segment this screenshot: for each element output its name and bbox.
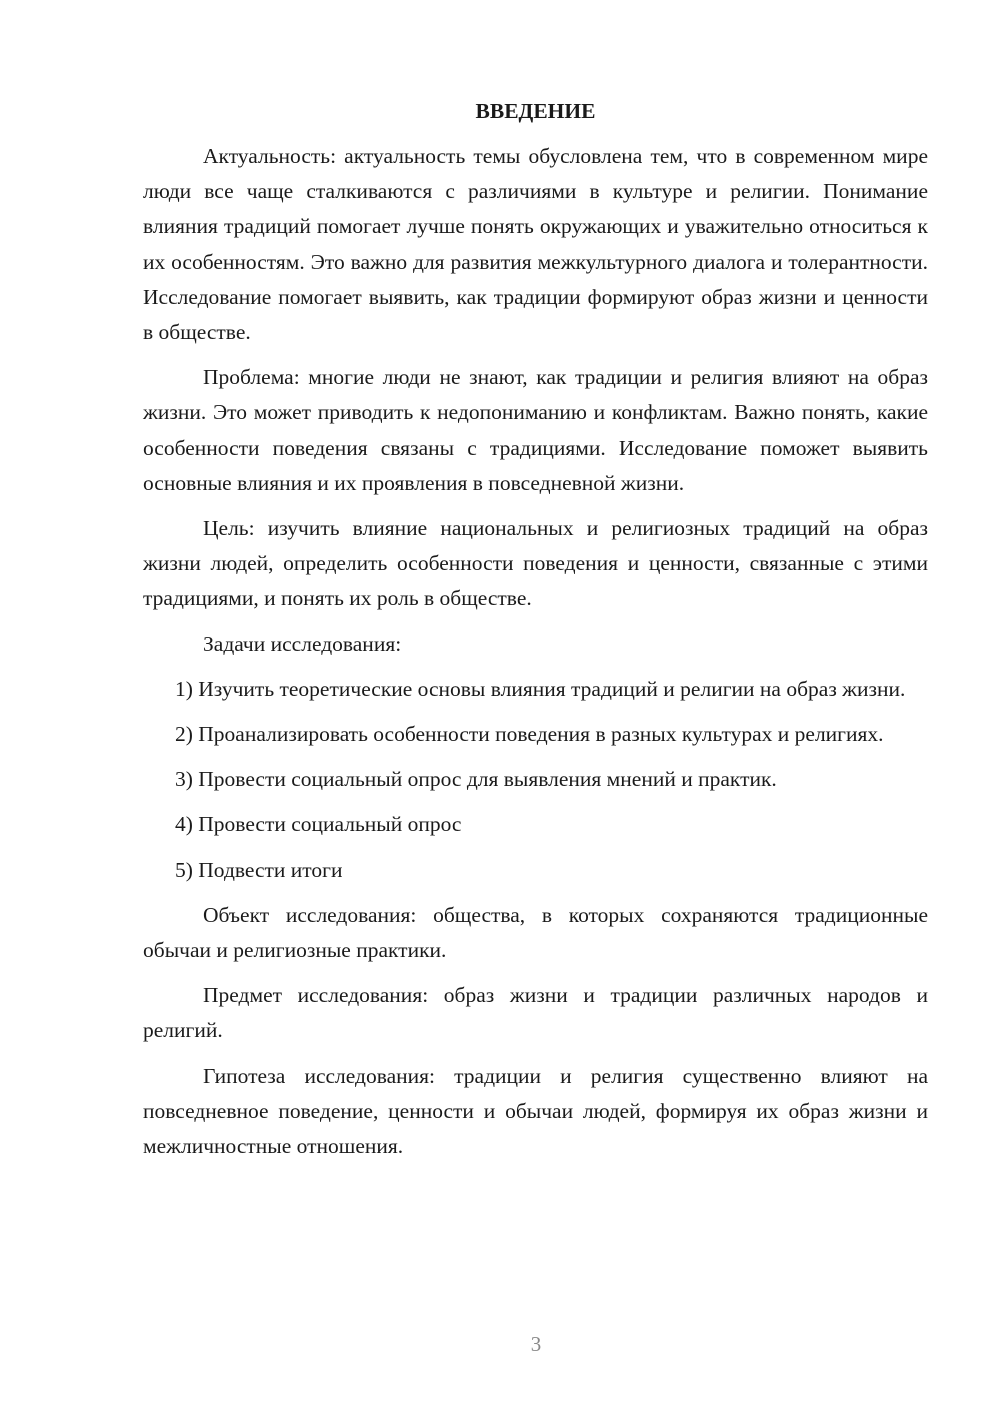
paragraph-tasks-heading: Задачи исследования: [203, 631, 402, 656]
document-page [143, 96, 928, 1174]
paragraph-relevance: Актуальность: актуальность темы обусловлена тем, что в современном мире люди все чаще сталкиваются с различиями в культуре и религии. Понимание влияния традиций помогает лучше понять окружающих и уважительно относиться к их особенностям. Это важно для развития межкультурного диалога и толерантности. Исследование помогает выявить, как традиции формируют образ жизни и ценности в обществе. [143, 144, 928, 345]
task-item-5: 5) Подвести итоги [175, 857, 343, 882]
paragraph-object: Объект исследования: общества, в которых сохраняются традиционные обычаи и религиозные практики. [143, 902, 928, 963]
section-title: ВВЕДЕНИЕ [475, 99, 596, 123]
task-item-1: 1) Изучить теоретические основы влияния традиций и религии на образ жизни. [175, 676, 906, 701]
paragraph-hypothesis: Гипотеза исследования: традиции и религия существенно влияют на повседневное поведение, ценности и обычаи людей, формируя их образ жизни и межличностные отношения. [143, 1063, 928, 1159]
paragraph-problem: Проблема: многие люди не знают, как традиции и религия влияют на образ жизни. Это может приводить к недопониманию и конфликтам. Важно понять, какие особенности поведения связаны с традициями. Исследование поможет выявить основные влияния и их проявления в повседневной жизни. [143, 365, 928, 495]
task-item-4: 4) Провести социальный опрос [175, 812, 462, 837]
task-item-2: 2) Проанализировать особенности поведения в разных культурах и религиях. [175, 722, 884, 747]
paragraph-goal: Цель: изучить влияние национальных и религиозных традиций на образ жизни людей, определить особенности поведения и ценности, связанные с этими традициями, и понять их роль в обществе. [143, 516, 928, 611]
paragraph-subject: Предмет исследования: образ жизни и традиции различных народов и религий. [143, 983, 928, 1043]
task-item-3: 3) Провести социальный опрос для выявления мнений и практик. [175, 767, 777, 792]
page-number: 3 [530, 1332, 542, 1356]
